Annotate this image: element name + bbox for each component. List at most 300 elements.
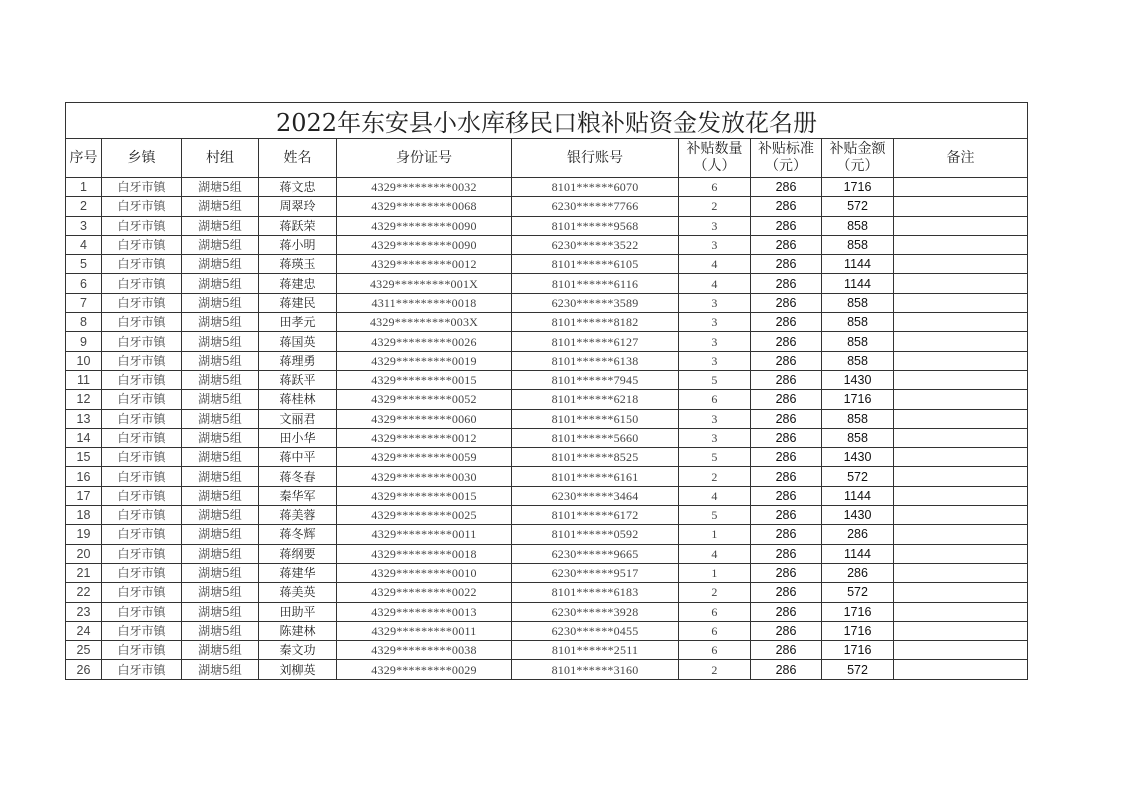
cell-village: 湖塘5组 [182, 313, 259, 332]
cell-subsidy-standard: 286 [751, 506, 822, 525]
cell-subsidy-count: 4 [679, 544, 751, 563]
cell-subsidy-standard: 286 [751, 216, 822, 235]
cell-village: 湖塘5组 [182, 197, 259, 216]
header-row [66, 139, 1028, 178]
cell-subsidy-amount: 1716 [822, 621, 894, 640]
table-row [66, 390, 1028, 409]
cell-name: 蒋美蓉 [259, 506, 337, 525]
cell-subsidy-standard: 286 [751, 235, 822, 254]
roster-table [65, 102, 1028, 680]
cell-seq: 2 [66, 197, 102, 216]
table-row [66, 428, 1028, 447]
cell-subsidy-count: 4 [679, 274, 751, 293]
cell-bank-account: 8101******8525 [512, 448, 679, 467]
cell-subsidy-standard: 286 [751, 660, 822, 679]
table-row [66, 178, 1028, 197]
header-subsidy-amount: 补贴金额（元） [822, 139, 894, 178]
cell-id-number: 4329*********0090 [337, 235, 512, 254]
cell-id-number: 4329*********0011 [337, 525, 512, 544]
cell-remarks [894, 235, 1028, 254]
cell-subsidy-count: 6 [679, 390, 751, 409]
cell-subsidy-amount: 858 [822, 216, 894, 235]
cell-bank-account: 6230******9517 [512, 563, 679, 582]
cell-subsidy-count: 5 [679, 448, 751, 467]
cell-seq: 3 [66, 216, 102, 235]
cell-name: 蒋建民 [259, 293, 337, 312]
cell-seq: 24 [66, 621, 102, 640]
cell-village: 湖塘5组 [182, 293, 259, 312]
cell-bank-account: 8101******2511 [512, 641, 679, 660]
cell-remarks [894, 351, 1028, 370]
cell-subsidy-standard: 286 [751, 448, 822, 467]
cell-subsidy-count: 6 [679, 621, 751, 640]
cell-subsidy-standard: 286 [751, 583, 822, 602]
cell-subsidy-amount: 286 [822, 563, 894, 582]
table-row [66, 467, 1028, 486]
cell-subsidy-standard: 286 [751, 641, 822, 660]
cell-bank-account: 6230******7766 [512, 197, 679, 216]
cell-village: 湖塘5组 [182, 448, 259, 467]
cell-bank-account: 8101******3160 [512, 660, 679, 679]
cell-id-number: 4329*********0013 [337, 602, 512, 621]
cell-remarks [894, 390, 1028, 409]
cell-id-number: 4329*********0026 [337, 332, 512, 351]
cell-seq: 4 [66, 235, 102, 254]
cell-village: 湖塘5组 [182, 660, 259, 679]
cell-remarks [894, 563, 1028, 582]
table-body [66, 178, 1028, 680]
cell-remarks [894, 448, 1028, 467]
cell-township: 白牙市镇 [102, 197, 182, 216]
cell-subsidy-amount: 1144 [822, 274, 894, 293]
table-row [66, 255, 1028, 274]
cell-name: 蒋跃荣 [259, 216, 337, 235]
cell-name: 蒋文忠 [259, 178, 337, 197]
cell-id-number: 4329*********0030 [337, 467, 512, 486]
cell-remarks [894, 255, 1028, 274]
cell-subsidy-standard: 286 [751, 313, 822, 332]
cell-subsidy-standard: 286 [751, 621, 822, 640]
cell-village: 湖塘5组 [182, 563, 259, 582]
table-row [66, 641, 1028, 660]
cell-name: 秦文功 [259, 641, 337, 660]
cell-remarks [894, 428, 1028, 447]
cell-township: 白牙市镇 [102, 660, 182, 679]
cell-village: 湖塘5组 [182, 428, 259, 447]
cell-seq: 7 [66, 293, 102, 312]
cell-township: 白牙市镇 [102, 428, 182, 447]
cell-name: 田小华 [259, 428, 337, 447]
table-row [66, 197, 1028, 216]
cell-remarks [894, 544, 1028, 563]
cell-remarks [894, 660, 1028, 679]
cell-subsidy-amount: 1430 [822, 448, 894, 467]
cell-id-number: 4329*********0022 [337, 583, 512, 602]
cell-subsidy-count: 3 [679, 351, 751, 370]
cell-name: 田助平 [259, 602, 337, 621]
cell-bank-account: 6230******0455 [512, 621, 679, 640]
cell-id-number: 4329*********0029 [337, 660, 512, 679]
cell-id-number: 4329*********0032 [337, 178, 512, 197]
table-row [66, 544, 1028, 563]
table-row [66, 660, 1028, 679]
cell-subsidy-count: 3 [679, 216, 751, 235]
cell-subsidy-standard: 286 [751, 525, 822, 544]
cell-id-number: 4329*********0090 [337, 216, 512, 235]
cell-remarks [894, 197, 1028, 216]
cell-id-number: 4329*********0011 [337, 621, 512, 640]
cell-subsidy-amount: 1144 [822, 544, 894, 563]
cell-name: 文丽君 [259, 409, 337, 428]
cell-seq: 5 [66, 255, 102, 274]
cell-subsidy-standard: 286 [751, 197, 822, 216]
cell-bank-account: 6230******9665 [512, 544, 679, 563]
cell-id-number: 4329*********0015 [337, 486, 512, 505]
cell-seq: 12 [66, 390, 102, 409]
cell-name: 秦华军 [259, 486, 337, 505]
cell-remarks [894, 467, 1028, 486]
cell-seq: 18 [66, 506, 102, 525]
cell-subsidy-standard: 286 [751, 332, 822, 351]
cell-seq: 6 [66, 274, 102, 293]
cell-subsidy-standard: 286 [751, 467, 822, 486]
cell-subsidy-amount: 1144 [822, 255, 894, 274]
cell-subsidy-standard: 286 [751, 351, 822, 370]
cell-bank-account: 8101******6172 [512, 506, 679, 525]
cell-village: 湖塘5组 [182, 641, 259, 660]
cell-seq: 23 [66, 602, 102, 621]
cell-subsidy-standard: 286 [751, 486, 822, 505]
cell-bank-account: 6230******3928 [512, 602, 679, 621]
cell-name: 蒋跃平 [259, 370, 337, 389]
cell-bank-account: 8101******6116 [512, 274, 679, 293]
cell-seq: 25 [66, 641, 102, 660]
cell-bank-account: 6230******3589 [512, 293, 679, 312]
cell-township: 白牙市镇 [102, 506, 182, 525]
cell-subsidy-count: 3 [679, 428, 751, 447]
cell-village: 湖塘5组 [182, 467, 259, 486]
cell-township: 白牙市镇 [102, 390, 182, 409]
cell-seq: 11 [66, 370, 102, 389]
cell-name: 蒋美英 [259, 583, 337, 602]
cell-subsidy-standard: 286 [751, 293, 822, 312]
cell-subsidy-standard: 286 [751, 178, 822, 197]
table-row [66, 621, 1028, 640]
cell-township: 白牙市镇 [102, 293, 182, 312]
cell-bank-account: 8101******6127 [512, 332, 679, 351]
cell-subsidy-count: 2 [679, 660, 751, 679]
cell-bank-account: 8101******0592 [512, 525, 679, 544]
table-row [66, 506, 1028, 525]
cell-township: 白牙市镇 [102, 332, 182, 351]
cell-township: 白牙市镇 [102, 351, 182, 370]
cell-seq: 26 [66, 660, 102, 679]
cell-township: 白牙市镇 [102, 486, 182, 505]
cell-remarks [894, 332, 1028, 351]
cell-subsidy-amount: 858 [822, 235, 894, 254]
cell-subsidy-amount: 572 [822, 583, 894, 602]
cell-subsidy-count: 2 [679, 583, 751, 602]
cell-name: 蒋国英 [259, 332, 337, 351]
cell-bank-account: 6230******3464 [512, 486, 679, 505]
cell-village: 湖塘5组 [182, 525, 259, 544]
header-township: 乡镇 [102, 139, 182, 178]
header-name: 姓名 [259, 139, 337, 178]
cell-name: 田孝元 [259, 313, 337, 332]
cell-village: 湖塘5组 [182, 178, 259, 197]
table-row [66, 602, 1028, 621]
cell-bank-account: 8101******6070 [512, 178, 679, 197]
cell-township: 白牙市镇 [102, 448, 182, 467]
cell-id-number: 4329*********0010 [337, 563, 512, 582]
cell-subsidy-amount: 858 [822, 332, 894, 351]
cell-subsidy-count: 6 [679, 641, 751, 660]
cell-subsidy-amount: 858 [822, 409, 894, 428]
table-row [66, 486, 1028, 505]
cell-name: 蒋桂林 [259, 390, 337, 409]
cell-subsidy-amount: 858 [822, 293, 894, 312]
cell-name: 蒋纲要 [259, 544, 337, 563]
table-row [66, 313, 1028, 332]
cell-subsidy-amount: 858 [822, 313, 894, 332]
cell-village: 湖塘5组 [182, 274, 259, 293]
header-id-number: 身份证号 [337, 139, 512, 178]
cell-subsidy-amount: 1430 [822, 370, 894, 389]
cell-bank-account: 8101******9568 [512, 216, 679, 235]
cell-subsidy-amount: 1716 [822, 641, 894, 660]
cell-bank-account: 8101******6138 [512, 351, 679, 370]
cell-remarks [894, 216, 1028, 235]
table-row [66, 525, 1028, 544]
cell-name: 蒋建忠 [259, 274, 337, 293]
cell-seq: 19 [66, 525, 102, 544]
table-row [66, 409, 1028, 428]
cell-seq: 13 [66, 409, 102, 428]
cell-remarks [894, 409, 1028, 428]
cell-bank-account: 8101******8182 [512, 313, 679, 332]
cell-subsidy-count: 3 [679, 293, 751, 312]
cell-seq: 8 [66, 313, 102, 332]
table-row [66, 370, 1028, 389]
header-remarks: 备注 [894, 139, 1028, 178]
cell-id-number: 4329*********0025 [337, 506, 512, 525]
cell-village: 湖塘5组 [182, 255, 259, 274]
cell-village: 湖塘5组 [182, 486, 259, 505]
table-row [66, 274, 1028, 293]
cell-seq: 16 [66, 467, 102, 486]
cell-name: 蒋冬春 [259, 467, 337, 486]
cell-seq: 15 [66, 448, 102, 467]
cell-id-number: 4311*********0018 [337, 293, 512, 312]
cell-subsidy-count: 1 [679, 525, 751, 544]
cell-bank-account: 8101******6183 [512, 583, 679, 602]
cell-name: 蒋中平 [259, 448, 337, 467]
cell-township: 白牙市镇 [102, 563, 182, 582]
cell-name: 蒋建华 [259, 563, 337, 582]
cell-township: 白牙市镇 [102, 235, 182, 254]
cell-subsidy-count: 6 [679, 178, 751, 197]
header-seq: 序号 [66, 139, 102, 178]
cell-subsidy-amount: 572 [822, 197, 894, 216]
cell-id-number: 4329*********0012 [337, 428, 512, 447]
cell-name: 蒋瑛玉 [259, 255, 337, 274]
cell-remarks [894, 602, 1028, 621]
cell-remarks [894, 178, 1028, 197]
cell-subsidy-count: 5 [679, 506, 751, 525]
cell-subsidy-standard: 286 [751, 409, 822, 428]
cell-id-number: 4329*********0038 [337, 641, 512, 660]
cell-remarks [894, 274, 1028, 293]
cell-village: 湖塘5组 [182, 235, 259, 254]
cell-bank-account: 8101******6150 [512, 409, 679, 428]
cell-township: 白牙市镇 [102, 544, 182, 563]
cell-id-number: 4329*********0018 [337, 544, 512, 563]
cell-bank-account: 8101******6218 [512, 390, 679, 409]
cell-subsidy-amount: 1144 [822, 486, 894, 505]
cell-seq: 17 [66, 486, 102, 505]
cell-remarks [894, 525, 1028, 544]
cell-subsidy-amount: 858 [822, 351, 894, 370]
cell-subsidy-count: 1 [679, 563, 751, 582]
cell-id-number: 4329*********0059 [337, 448, 512, 467]
header-subsidy-count: 补贴数量（人） [679, 139, 751, 178]
cell-village: 湖塘5组 [182, 370, 259, 389]
cell-village: 湖塘5组 [182, 351, 259, 370]
cell-township: 白牙市镇 [102, 216, 182, 235]
cell-village: 湖塘5组 [182, 621, 259, 640]
cell-remarks [894, 506, 1028, 525]
cell-seq: 14 [66, 428, 102, 447]
cell-township: 白牙市镇 [102, 602, 182, 621]
cell-subsidy-amount: 572 [822, 660, 894, 679]
table-row [66, 448, 1028, 467]
cell-subsidy-count: 5 [679, 370, 751, 389]
cell-seq: 9 [66, 332, 102, 351]
cell-seq: 1 [66, 178, 102, 197]
cell-subsidy-count: 4 [679, 255, 751, 274]
cell-village: 湖塘5组 [182, 583, 259, 602]
cell-remarks [894, 486, 1028, 505]
cell-township: 白牙市镇 [102, 370, 182, 389]
cell-subsidy-amount: 572 [822, 467, 894, 486]
cell-name: 刘柳英 [259, 660, 337, 679]
cell-subsidy-standard: 286 [751, 602, 822, 621]
cell-township: 白牙市镇 [102, 583, 182, 602]
cell-village: 湖塘5组 [182, 409, 259, 428]
cell-bank-account: 8101******6161 [512, 467, 679, 486]
cell-village: 湖塘5组 [182, 602, 259, 621]
cell-township: 白牙市镇 [102, 274, 182, 293]
header-bank-account: 银行账号 [512, 139, 679, 178]
cell-subsidy-count: 3 [679, 235, 751, 254]
cell-township: 白牙市镇 [102, 409, 182, 428]
cell-remarks [894, 313, 1028, 332]
table-row [66, 216, 1028, 235]
cell-name: 蒋小明 [259, 235, 337, 254]
cell-seq: 10 [66, 351, 102, 370]
cell-seq: 22 [66, 583, 102, 602]
cell-subsidy-amount: 1716 [822, 602, 894, 621]
header-subsidy-standard: 补贴标准（元） [751, 139, 822, 178]
cell-subsidy-standard: 286 [751, 370, 822, 389]
cell-subsidy-amount: 1430 [822, 506, 894, 525]
cell-name: 周翠玲 [259, 197, 337, 216]
cell-subsidy-count: 3 [679, 313, 751, 332]
cell-id-number: 4329*********0015 [337, 370, 512, 389]
cell-village: 湖塘5组 [182, 332, 259, 351]
cell-township: 白牙市镇 [102, 313, 182, 332]
cell-id-number: 4329*********0060 [337, 409, 512, 428]
table-row [66, 293, 1028, 312]
header-village: 村组 [182, 139, 259, 178]
cell-township: 白牙市镇 [102, 255, 182, 274]
cell-bank-account: 8101******5660 [512, 428, 679, 447]
cell-id-number: 4329*********0019 [337, 351, 512, 370]
cell-township: 白牙市镇 [102, 641, 182, 660]
cell-name: 蒋理勇 [259, 351, 337, 370]
document-title: 2022年东安县小水库移民口粮补贴资金发放花名册 [66, 103, 1028, 139]
cell-subsidy-standard: 286 [751, 563, 822, 582]
cell-subsidy-count: 2 [679, 467, 751, 486]
cell-village: 湖塘5组 [182, 216, 259, 235]
cell-name: 蒋冬辉 [259, 525, 337, 544]
cell-id-number: 4329*********003X [337, 313, 512, 332]
cell-subsidy-standard: 286 [751, 428, 822, 447]
table-row [66, 351, 1028, 370]
cell-remarks [894, 641, 1028, 660]
cell-subsidy-count: 3 [679, 332, 751, 351]
cell-village: 湖塘5组 [182, 390, 259, 409]
cell-subsidy-count: 6 [679, 602, 751, 621]
cell-remarks [894, 293, 1028, 312]
cell-seq: 21 [66, 563, 102, 582]
table-row [66, 235, 1028, 254]
cell-subsidy-count: 2 [679, 197, 751, 216]
cell-subsidy-amount: 1716 [822, 390, 894, 409]
cell-township: 白牙市镇 [102, 467, 182, 486]
cell-name: 陈建林 [259, 621, 337, 640]
cell-id-number: 4329*********0012 [337, 255, 512, 274]
cell-remarks [894, 370, 1028, 389]
cell-subsidy-amount: 858 [822, 428, 894, 447]
cell-subsidy-count: 3 [679, 409, 751, 428]
table-row [66, 563, 1028, 582]
cell-id-number: 4329*********001X [337, 274, 512, 293]
cell-village: 湖塘5组 [182, 506, 259, 525]
cell-subsidy-amount: 286 [822, 525, 894, 544]
cell-subsidy-standard: 286 [751, 255, 822, 274]
cell-subsidy-standard: 286 [751, 390, 822, 409]
cell-id-number: 4329*********0068 [337, 197, 512, 216]
cell-bank-account: 6230******3522 [512, 235, 679, 254]
cell-village: 湖塘5组 [182, 544, 259, 563]
table-row [66, 583, 1028, 602]
cell-township: 白牙市镇 [102, 178, 182, 197]
cell-remarks [894, 621, 1028, 640]
cell-subsidy-standard: 286 [751, 274, 822, 293]
cell-subsidy-amount: 1716 [822, 178, 894, 197]
cell-bank-account: 8101******7945 [512, 370, 679, 389]
cell-subsidy-standard: 286 [751, 544, 822, 563]
cell-bank-account: 8101******6105 [512, 255, 679, 274]
cell-id-number: 4329*********0052 [337, 390, 512, 409]
cell-subsidy-count: 4 [679, 486, 751, 505]
cell-township: 白牙市镇 [102, 621, 182, 640]
cell-seq: 20 [66, 544, 102, 563]
roster-document [65, 102, 1027, 680]
cell-township: 白牙市镇 [102, 525, 182, 544]
cell-remarks [894, 583, 1028, 602]
